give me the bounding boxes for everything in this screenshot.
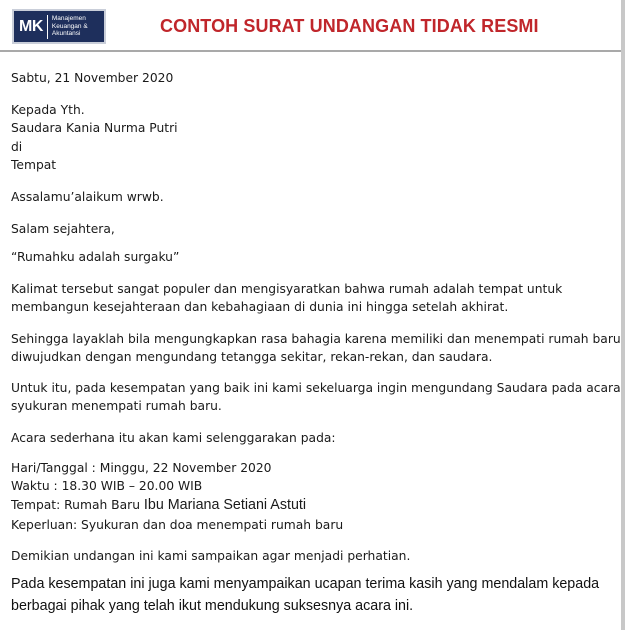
- event-place: [11, 497, 306, 513]
- salutation: Salam sejahtera,: [11, 222, 115, 236]
- event-date: Hari/Tanggal : Minggu, 22 November 2020: [11, 461, 272, 475]
- recipient-line: di: [11, 140, 23, 154]
- logo-line: Manajemen: [51, 15, 86, 23]
- greeting: Assalamu’alaikum wrwb.: [11, 190, 164, 204]
- event-purpose: Keperluan: Syukuran dan doa menempati rumah baru: [11, 518, 344, 532]
- header-divider: [0, 50, 621, 52]
- closing: Demikian undangan ini kami sampaikan agar menjadi perhatian.: [11, 549, 411, 563]
- thanks-line: Pada kesempatan ini juga kami menyampaikan ucapan terima kasih yang mendalam kepada: [11, 576, 600, 592]
- logo-text: [52, 15, 88, 38]
- page-title: CONTOH SURAT UNDANGAN TIDAK RESMI: [160, 16, 539, 36]
- recipient-line: Saudara Kania Nurma Putri: [11, 121, 178, 135]
- quote: “Rumahku adalah surgaku”: [11, 250, 180, 264]
- recipient-line: Kepada Yth.: [11, 103, 85, 117]
- company-logo: [12, 9, 106, 44]
- recipient-line: Tempat: [11, 158, 57, 172]
- paragraph-line: Sehingga layaklah bila mengungkapkan rasa bahagia karena memiliki dan menempati rumah baru: [11, 332, 621, 346]
- logo-line: Keuangan &: [51, 22, 88, 30]
- logo-divider: [47, 15, 48, 39]
- paragraph-line: diwujudkan dengan mengundang tetangga sekitar, rekan-rekan, dan saudara.: [11, 350, 493, 364]
- thanks-line: berbagai pihak yang telah ikut mendukung suksesnya acara ini.: [11, 598, 414, 614]
- event-place-name: Ibu Mariana Setiani Astuti: [143, 497, 307, 513]
- letter-date: Sabtu, 21 November 2020: [11, 71, 174, 85]
- paragraph-line: Kalimat tersebut sangat populer dan mengisyaratkan bahwa rumah adalah tempat untuk: [11, 282, 563, 296]
- event-place-prefix: Tempat: Rumah Baru: [11, 498, 144, 512]
- paragraph-line: membangun kesejahteraan dan kebahagiaan di dunia ini hingga setelah akhirat.: [11, 300, 509, 314]
- paragraph-line: syukuran menempati rumah baru.: [11, 399, 222, 413]
- event-intro: Acara sederhana itu akan kami selenggarakan pada:: [11, 431, 336, 445]
- logo-line: Akuntansi: [51, 30, 81, 38]
- event-time: Waktu : 18.30 WIB – 20.00 WIB: [11, 479, 203, 493]
- paragraph-line: Untuk itu, pada kesempatan yang baik ini kami sekeluarga ingin mengundang Saudara pada acara: [11, 381, 621, 395]
- logo-mark: MK: [19, 17, 43, 35]
